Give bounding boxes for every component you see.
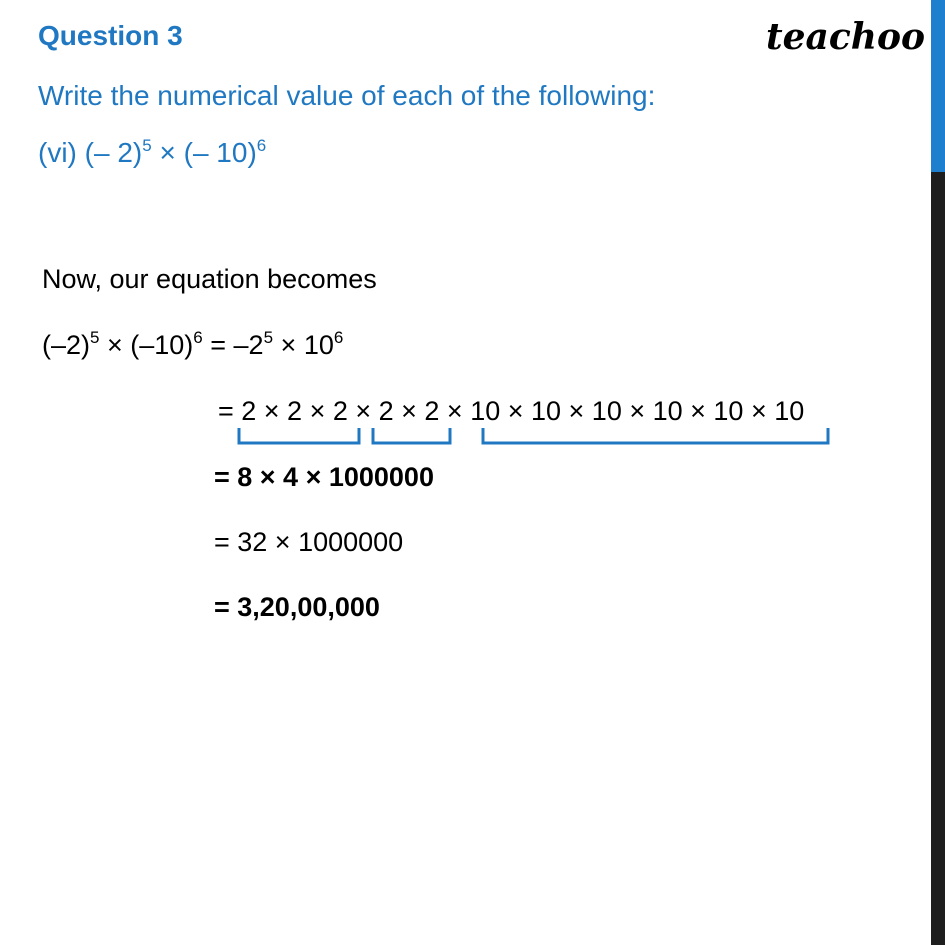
bracket-two-twos: [373, 428, 450, 443]
part-base-1: (– 2): [84, 137, 143, 168]
line1-mid-a: × (–10): [99, 330, 194, 360]
part-times: ×: [159, 137, 176, 168]
solution-line-3: = 8 × 4 × 1000000: [214, 462, 434, 492]
part-label: (vi): [38, 137, 77, 168]
question-instruction: Write the numerical value of each of the following:: [38, 80, 656, 111]
solution-line-2: = 2 × 2 × 2 × 2 × 2 × 10 × 10 × 10 × 10 × 10 × 10: [218, 396, 805, 426]
line1-exp-b2: 6: [333, 328, 344, 347]
line1-exp-a2: 6: [193, 328, 203, 347]
solution-intro: Now, our equation becomes: [42, 264, 377, 294]
solution-line-4: = 32 × 1000000: [214, 527, 404, 557]
bracket-six-tens: [483, 428, 828, 443]
line1-mid-b: × 10: [273, 330, 334, 360]
part-base-2: (– 10): [183, 137, 257, 168]
solution-final-answer: = 3,20,00,000: [214, 592, 380, 622]
line1-exp-a: 5: [90, 328, 100, 347]
question-title: Question 3: [38, 20, 183, 51]
line1-base-a: (–2): [42, 330, 91, 360]
line1-equals: = –2: [202, 330, 264, 360]
line1-exp-b: 5: [263, 328, 274, 347]
part-exponent-2: 6: [256, 136, 267, 155]
bracket-first-three-twos: [239, 428, 359, 443]
part-exponent-1: 5: [142, 136, 152, 155]
teachoo-logo: teachoo: [766, 16, 925, 58]
